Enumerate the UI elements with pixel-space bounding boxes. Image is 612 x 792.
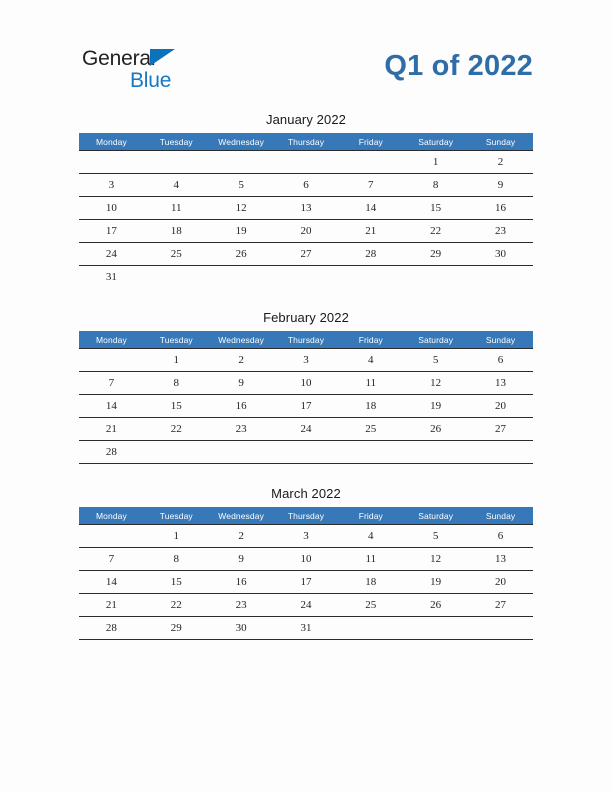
day-cell[interactable]: 10: [274, 372, 339, 395]
day-cell[interactable]: 5: [403, 349, 468, 372]
day-cell[interactable]: 24: [274, 418, 339, 441]
empty-day-cell: [274, 441, 339, 464]
week-row: [79, 571, 533, 594]
empty-day-cell: [144, 266, 209, 289]
empty-day-cell: [468, 441, 533, 464]
day-cell[interactable]: 26: [403, 594, 468, 617]
empty-day-cell: [79, 151, 144, 174]
empty-day-cell: [338, 266, 403, 289]
day-cell[interactable]: 7: [338, 174, 403, 197]
empty-day-cell: [338, 151, 403, 174]
empty-day-cell: [403, 441, 468, 464]
day-cell[interactable]: 31: [274, 617, 339, 640]
day-cell[interactable]: 20: [468, 395, 533, 418]
empty-day-cell: [209, 266, 274, 289]
logo-top-row: [82, 48, 282, 70]
day-cell[interactable]: 1: [144, 525, 209, 548]
day-cell[interactable]: 9: [209, 548, 274, 571]
week-row: [79, 418, 533, 441]
day-cell[interactable]: 16: [209, 571, 274, 594]
day-cell[interactable]: 2: [468, 151, 533, 174]
weekday-header-row: [79, 331, 533, 349]
day-cell[interactable]: 21: [79, 594, 144, 617]
weekday-header-wednesday: Wednesday: [209, 331, 274, 349]
logo-triangle-icon: [150, 49, 175, 66]
page-title: Q1 of 2022: [384, 50, 533, 82]
day-cell[interactable]: 19: [403, 571, 468, 594]
day-cell[interactable]: 18: [338, 395, 403, 418]
empty-day-cell: [403, 617, 468, 640]
day-cell[interactable]: 20: [274, 220, 339, 243]
day-cell[interactable]: 11: [338, 548, 403, 571]
page-header: [0, 0, 612, 104]
logo-text-general: General: [82, 47, 156, 70]
month-block: [79, 486, 533, 640]
day-cell[interactable]: 21: [338, 220, 403, 243]
weekday-header-wednesday: Wednesday: [209, 133, 274, 151]
day-cell[interactable]: 19: [403, 395, 468, 418]
day-cell[interactable]: 11: [338, 372, 403, 395]
empty-day-cell: [338, 617, 403, 640]
empty-day-cell: [79, 525, 144, 548]
day-cell[interactable]: 16: [209, 395, 274, 418]
week-row: [79, 594, 533, 617]
day-cell[interactable]: 29: [144, 617, 209, 640]
day-cell[interactable]: 3: [79, 174, 144, 197]
weekday-header-tuesday: Tuesday: [144, 133, 209, 151]
weekday-header-row: [79, 507, 533, 525]
month-calendar-table: [79, 507, 533, 640]
week-row: [79, 548, 533, 571]
week-row: [79, 372, 533, 395]
day-cell[interactable]: 21: [79, 418, 144, 441]
day-cell[interactable]: 7: [79, 548, 144, 571]
day-cell[interactable]: 27: [274, 243, 339, 266]
empty-day-cell: [338, 441, 403, 464]
day-cell[interactable]: 18: [338, 571, 403, 594]
week-row: [79, 220, 533, 243]
day-cell[interactable]: 10: [274, 548, 339, 571]
day-cell[interactable]: 15: [144, 395, 209, 418]
day-cell[interactable]: 8: [144, 548, 209, 571]
weekday-header-saturday: Saturday: [403, 507, 468, 525]
day-cell[interactable]: 19: [209, 220, 274, 243]
day-cell[interactable]: 9: [209, 372, 274, 395]
empty-day-cell: [403, 266, 468, 289]
month-list: [79, 112, 533, 662]
empty-day-cell: [209, 151, 274, 174]
day-cell[interactable]: 30: [468, 243, 533, 266]
day-cell[interactable]: 1: [403, 151, 468, 174]
day-cell[interactable]: 29: [403, 243, 468, 266]
day-cell[interactable]: 1: [144, 349, 209, 372]
day-cell[interactable]: 9: [468, 174, 533, 197]
day-cell[interactable]: 31: [79, 266, 144, 289]
empty-day-cell: [209, 441, 274, 464]
weekday-header-thursday: Thursday: [274, 331, 339, 349]
day-cell[interactable]: 28: [79, 617, 144, 640]
weekday-header-sunday: Sunday: [468, 331, 533, 349]
day-cell[interactable]: 26: [209, 243, 274, 266]
weekday-header-friday: Friday: [338, 331, 403, 349]
day-cell[interactable]: 8: [403, 174, 468, 197]
week-row: [79, 266, 533, 289]
weekday-header-thursday: Thursday: [274, 133, 339, 151]
day-cell[interactable]: 3: [274, 349, 339, 372]
week-row: [79, 441, 533, 464]
empty-day-cell: [144, 151, 209, 174]
day-cell[interactable]: 25: [338, 418, 403, 441]
week-row: [79, 525, 533, 548]
day-cell[interactable]: 23: [209, 418, 274, 441]
day-cell[interactable]: 28: [79, 441, 144, 464]
day-cell[interactable]: 23: [468, 220, 533, 243]
day-cell[interactable]: 4: [144, 174, 209, 197]
weekday-header-sunday: Sunday: [468, 133, 533, 151]
day-cell[interactable]: 20: [468, 571, 533, 594]
weekday-header-sunday: Sunday: [468, 507, 533, 525]
weekday-header-saturday: Saturday: [403, 133, 468, 151]
weekday-header-monday: Monday: [79, 507, 144, 525]
weekday-header-friday: Friday: [338, 507, 403, 525]
day-cell[interactable]: 17: [79, 220, 144, 243]
week-row: [79, 617, 533, 640]
day-cell[interactable]: 28: [338, 243, 403, 266]
day-cell[interactable]: 27: [468, 418, 533, 441]
empty-day-cell: [468, 617, 533, 640]
day-cell[interactable]: 25: [144, 243, 209, 266]
week-row: [79, 174, 533, 197]
day-cell[interactable]: 4: [338, 525, 403, 548]
month-title: February 2022: [263, 310, 349, 325]
weekday-header-friday: Friday: [338, 133, 403, 151]
day-cell[interactable]: 14: [338, 197, 403, 220]
day-cell[interactable]: 8: [144, 372, 209, 395]
day-cell[interactable]: 11: [144, 197, 209, 220]
day-cell[interactable]: 24: [274, 594, 339, 617]
empty-day-cell: [79, 349, 144, 372]
weekday-header-tuesday: Tuesday: [144, 507, 209, 525]
day-cell[interactable]: 12: [403, 548, 468, 571]
day-cell[interactable]: 17: [274, 571, 339, 594]
day-cell[interactable]: 5: [403, 525, 468, 548]
empty-day-cell: [144, 441, 209, 464]
day-cell[interactable]: 7: [79, 372, 144, 395]
week-row: [79, 349, 533, 372]
day-cell[interactable]: 6: [468, 349, 533, 372]
month-calendar-table: [79, 331, 533, 464]
week-row: [79, 243, 533, 266]
day-cell[interactable]: 2: [209, 349, 274, 372]
day-cell[interactable]: 17: [274, 395, 339, 418]
week-row: [79, 395, 533, 418]
day-cell[interactable]: 22: [144, 418, 209, 441]
day-cell[interactable]: 13: [274, 197, 339, 220]
logo-text-blue: Blue: [130, 69, 172, 92]
day-cell[interactable]: 13: [468, 548, 533, 571]
empty-day-cell: [274, 266, 339, 289]
day-cell[interactable]: 13: [468, 372, 533, 395]
day-cell[interactable]: 6: [468, 525, 533, 548]
month-block: [79, 310, 533, 464]
month-title: January 2022: [266, 112, 346, 127]
week-row: [79, 197, 533, 220]
day-cell[interactable]: 18: [144, 220, 209, 243]
day-cell[interactable]: 15: [144, 571, 209, 594]
day-cell[interactable]: 5: [209, 174, 274, 197]
weekday-header-monday: Monday: [79, 331, 144, 349]
day-cell[interactable]: 22: [403, 220, 468, 243]
week-row: [79, 151, 533, 174]
day-cell[interactable]: 14: [79, 571, 144, 594]
day-cell[interactable]: 4: [338, 349, 403, 372]
empty-day-cell: [274, 151, 339, 174]
day-cell[interactable]: 23: [209, 594, 274, 617]
day-cell[interactable]: 25: [338, 594, 403, 617]
weekday-header-wednesday: Wednesday: [209, 507, 274, 525]
day-cell[interactable]: 27: [468, 594, 533, 617]
day-cell[interactable]: 12: [403, 372, 468, 395]
day-cell[interactable]: 6: [274, 174, 339, 197]
general-blue-logo: [82, 48, 282, 96]
day-cell[interactable]: 22: [144, 594, 209, 617]
month-block: [79, 112, 533, 288]
weekday-header-saturday: Saturday: [403, 331, 468, 349]
empty-day-cell: [468, 266, 533, 289]
day-cell[interactable]: 24: [79, 243, 144, 266]
day-cell[interactable]: 26: [403, 418, 468, 441]
day-cell[interactable]: 14: [79, 395, 144, 418]
day-cell[interactable]: 16: [468, 197, 533, 220]
day-cell[interactable]: 30: [209, 617, 274, 640]
weekday-header-row: [79, 133, 533, 151]
day-cell[interactable]: 15: [403, 197, 468, 220]
month-calendar-table: [79, 133, 533, 288]
month-title: March 2022: [271, 486, 341, 501]
weekday-header-tuesday: Tuesday: [144, 331, 209, 349]
weekday-header-monday: Monday: [79, 133, 144, 151]
day-cell[interactable]: 2: [209, 525, 274, 548]
day-cell[interactable]: 12: [209, 197, 274, 220]
day-cell[interactable]: 3: [274, 525, 339, 548]
day-cell[interactable]: 10: [79, 197, 144, 220]
weekday-header-thursday: Thursday: [274, 507, 339, 525]
